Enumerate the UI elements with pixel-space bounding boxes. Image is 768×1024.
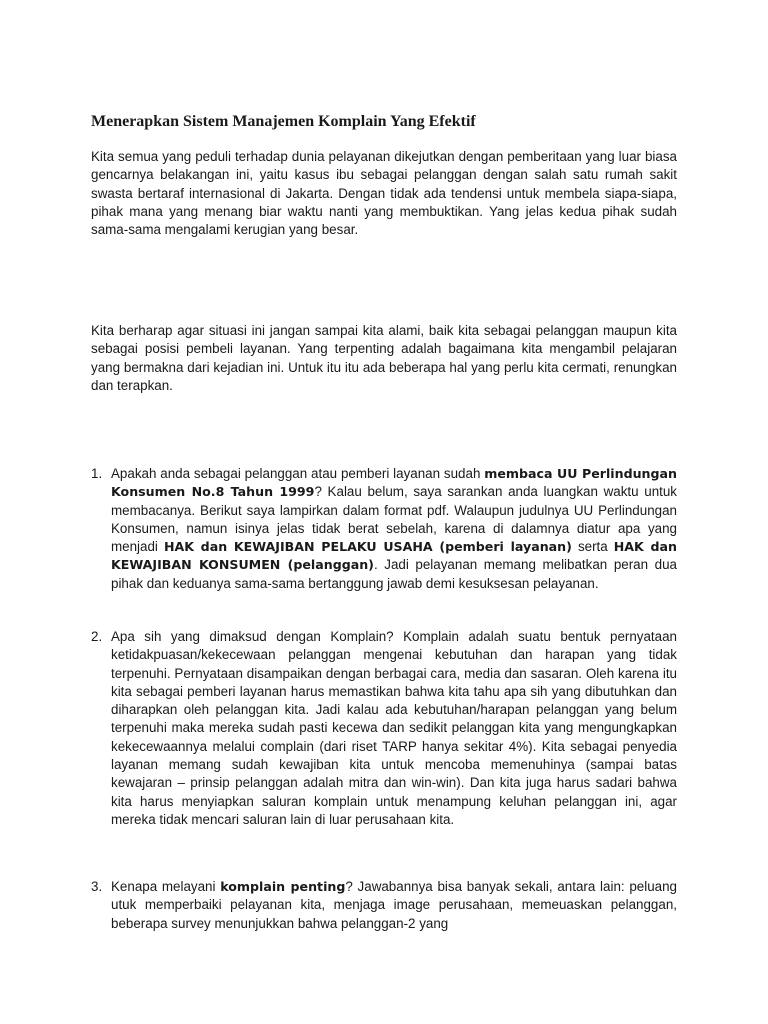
list-number: 2. — [91, 629, 103, 644]
list-item-1 — [91, 465, 677, 593]
item-1-bold-hak-konsumen: HAK dan KEWAJIBAN KONSUMEN (pelanggan) — [111, 539, 677, 573]
item-3-text-b: ? Jawabannya bisa banyak sekali, antara lain: peluang utuk memperbaiki pelayanan kita, menjaga image perusahaan, memeuaskan pelanggan, beberapa survey menunjukkan bahwa pelanggan-2 yang — [111, 879, 677, 931]
item-1-text-b: ? Kalau belum, saya sarankan anda luangkan waktu untuk membacanya. Berikut saya lampirkan dalam format pdf. Walaupun judulnya UU Perlindungan Konsumen, namun isinya jelas tidak berat sebelah, karena di dalamnya diatur apa yang menjadi — [111, 484, 677, 555]
item-1-bold-uu: membaca UU Perlindungan Konsumen No.8 Tahun 1999 — [111, 466, 677, 500]
item-1-bold-hak-usaha: HAK dan KEWAJIBAN PELAKU USAHA (pemberi layanan) — [163, 539, 572, 555]
list-item-3 — [91, 878, 677, 938]
list-item-2 — [91, 628, 677, 829]
item-2-text: Apa sih yang dimaksud dengan Komplain? Komplain adalah suatu bentuk pernyataan ketidakpuasan/kekecewaan pelanggan mengenai kebutuhan dan harapan yang tidak terpenuhi. Pernyataan disampaikan dengan berbagai cara, media dan sasaran. Oleh karena itu kita sebagai pemberi layanan harus memastikan bahwa kita tahu apa sih yang dibutuhkan dan diharapkan oleh pelanggan kita. Jadi kalau ada kebutuhan/harapan pelanggan yang belum terpenuhi maka mereka sudah pasti kecewa dan sedikit pelanggan kita yang mengungkapkan kekecewaannya melalui complain (dari riset TARP hanya sekitar 4%). Kita sebagai penyedia layanan memang sudah kewajiban kita untuk mencoba memenuhinya (sampai batas kewajaran – prinsip pelanggan adalah mitra dan win-win). Dan kita juga harus sadari bahwa kita harus menyiapkan saluran komplain untuk menampung keluhan pelanggan ini, agar mereka tidak mencari saluran lain di luar perusahaan kita. — [111, 629, 677, 827]
item-1-text-d: . Jadi pelayanan memang melibatkan peran dua pihak dan keduanya sama-sama bertanggung jawab demi kesuksesan pelayanan. — [111, 557, 677, 591]
paragraph-intro: Kita semua yang peduli terhadap dunia pelayanan dikejutkan dengan pemberitaan yang luar biasa gencarnya belakangan ini, yaitu kasus ibu sebagai pelanggan dengan salah satu rumah sakit swasta bertaraf internasional di Jakarta. Dengan tidak ada tendensi untuk membela siapa-siapa, pihak mana yang menang biar waktu nanti yang membuktikan. Yang jelas kedua pihak sudah sama-sama mengalami kerugian yang besar. — [91, 149, 677, 238]
paragraph-lessons: Kita berharap agar situasi ini jangan sampai kita alami, baik kita sebagai pelanggan maupun kita sebagai posisi pembeli layanan. Yang terpenting adalah bagaimana kita mengambil pelajaran yang bermakna dari kejadian ini. Untuk itu itu ada beberapa hal yang perlu kita cermati, renungkan dan terapkan. — [91, 323, 677, 393]
list-number: 3. — [91, 879, 103, 894]
item-3-text-a: Kenapa melayani — [111, 879, 221, 894]
item-1-text-a: Apakah anda sebagai pelanggan atau pemberi layanan sudah — [111, 466, 485, 481]
item-1-text-c: serta — [571, 539, 614, 555]
list-number: 1. — [91, 466, 103, 481]
item-3-bold-komplain: komplain penting — [220, 879, 346, 894]
document-title: Menerapkan Sistem Manajemen Komplain Yang Efektif — [91, 113, 476, 130]
